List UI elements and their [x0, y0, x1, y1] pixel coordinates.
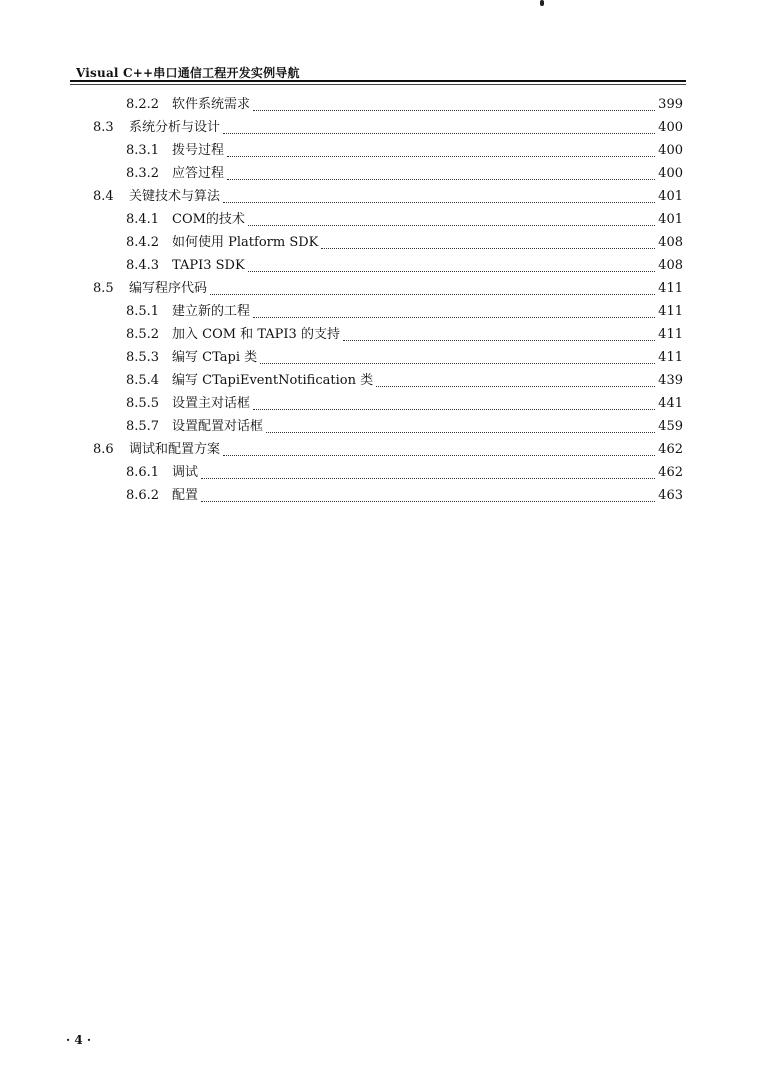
- toc-entry-page: 411: [658, 304, 683, 319]
- toc-entry-number: 8.4.2: [126, 235, 160, 250]
- toc-entry-title: 加入 COM 和 TAPI3 的支持: [172, 327, 340, 342]
- toc-entry-page: 399: [658, 97, 683, 112]
- toc-entry: [93, 187, 683, 207]
- toc-entry-title: COM的技术: [172, 212, 245, 227]
- toc-dot-leader: [201, 477, 655, 479]
- toc-dot-leader: [248, 224, 655, 226]
- toc-entry: [93, 118, 683, 138]
- toc-entry-title: 应答过程: [172, 166, 225, 181]
- toc-entry-page: 411: [658, 327, 683, 342]
- toc-entry-title: 如何使用 Platform SDK: [172, 235, 319, 250]
- toc-entry: [126, 256, 683, 276]
- toc-entry-page: 439: [658, 373, 683, 388]
- toc-entry-title: 编写 CTapi 类: [172, 350, 258, 365]
- toc-entry-page: 400: [658, 143, 683, 158]
- toc-entry: [126, 486, 683, 506]
- toc-entry: [126, 210, 683, 230]
- toc-entry-number: 8.5.7: [126, 419, 160, 434]
- toc-entry-title: 拨号过程: [172, 143, 225, 158]
- toc-entry-page: 411: [658, 350, 683, 365]
- toc-dot-leader: [223, 454, 655, 456]
- toc-entry: [126, 325, 683, 345]
- toc-entry-number: 8.4.3: [126, 258, 160, 273]
- toc-entry-title: 建立新的工程: [172, 304, 251, 319]
- toc-entry-number: 8.3.1: [126, 143, 160, 158]
- toc-entry-number: 8.5.3: [126, 350, 160, 365]
- toc-entry-title: 系统分析与设计: [129, 120, 221, 135]
- toc-entry: [126, 463, 683, 483]
- toc-entry: [126, 164, 683, 184]
- toc-entry-title: 配置: [172, 488, 199, 503]
- toc-entry-number: 8.3: [93, 120, 114, 135]
- page-number: · 4 ·: [66, 1033, 92, 1047]
- toc-entry-number: 8.5.5: [126, 396, 160, 411]
- toc-entry-number: 8.6.2: [126, 488, 160, 503]
- toc-entry-number: 8.5.2: [126, 327, 160, 342]
- toc-entry: [93, 440, 683, 460]
- toc-dot-leader: [227, 155, 655, 157]
- toc-dot-leader: [227, 178, 655, 180]
- toc-entry-number: 8.6: [93, 442, 114, 457]
- toc-entry-title: 设置配置对话框: [172, 419, 264, 434]
- toc-entry-number: 8.3.2: [126, 166, 160, 181]
- toc-entry: [126, 302, 683, 322]
- toc-entry-title: 关键技术与算法: [129, 189, 221, 204]
- toc-entry-title: 编写程序代码: [129, 281, 208, 296]
- toc-entry-number: 8.5.4: [126, 373, 160, 388]
- header-rule: [70, 80, 686, 82]
- toc-entry: [126, 141, 683, 161]
- running-header: Visual C++串口通信工程开发实例导航: [76, 66, 300, 80]
- toc-entry: [126, 371, 683, 391]
- toc-entry-title: 调试和配置方案: [129, 442, 221, 457]
- toc-entry-page: 463: [658, 488, 683, 503]
- toc-dot-leader: [210, 293, 655, 295]
- toc-entry-title: 软件系统需求: [172, 97, 251, 112]
- toc-entry-page: 459: [658, 419, 683, 434]
- toc-entry-title: 编写 CTapiEventNotification 类: [172, 373, 374, 388]
- toc-entry-title: 设置主对话框: [172, 396, 251, 411]
- toc-entry-page: 400: [658, 120, 683, 135]
- toc-dot-leader: [253, 408, 655, 410]
- toc-entry-title: 调试: [172, 465, 199, 480]
- header-rule-thin: [70, 84, 686, 85]
- toc-entry: [93, 279, 683, 299]
- toc-entry-number: 8.4: [93, 189, 114, 204]
- toc-entry-page: 441: [658, 396, 683, 411]
- toc-dot-leader: [253, 316, 655, 318]
- toc-entry-page: 462: [658, 442, 683, 457]
- toc-dot-leader: [223, 201, 655, 203]
- scan-mark: [540, 0, 544, 6]
- toc-entry-page: 462: [658, 465, 683, 480]
- toc-entry-page: 408: [658, 258, 683, 273]
- toc-entry: [126, 95, 683, 115]
- toc-dot-leader: [343, 339, 655, 341]
- toc-dot-leader: [376, 385, 655, 387]
- toc-entry-page: 401: [658, 212, 683, 227]
- toc-dot-leader: [266, 431, 655, 433]
- toc-entry: [126, 417, 683, 437]
- toc-dot-leader: [260, 362, 655, 364]
- toc-entry-number: 8.2.2: [126, 97, 160, 112]
- toc-entry-number: 8.5.1: [126, 304, 160, 319]
- toc-entry-page: 411: [658, 281, 683, 296]
- toc-entry-number: 8.5: [93, 281, 114, 296]
- toc-entry: [126, 394, 683, 414]
- toc-entry: [126, 348, 683, 368]
- toc-entry-number: 8.4.1: [126, 212, 160, 227]
- toc-entry: [126, 233, 683, 253]
- toc-dot-leader: [321, 247, 655, 249]
- toc-entry-page: 401: [658, 189, 683, 204]
- toc-entry-page: 400: [658, 166, 683, 181]
- toc-dot-leader: [201, 500, 655, 502]
- toc-dot-leader: [248, 270, 655, 272]
- toc-entry-title: TAPI3 SDK: [172, 258, 245, 273]
- toc-dot-leader: [223, 132, 655, 134]
- toc-entry-page: 408: [658, 235, 683, 250]
- toc-entry-number: 8.6.1: [126, 465, 160, 480]
- toc-dot-leader: [253, 109, 655, 111]
